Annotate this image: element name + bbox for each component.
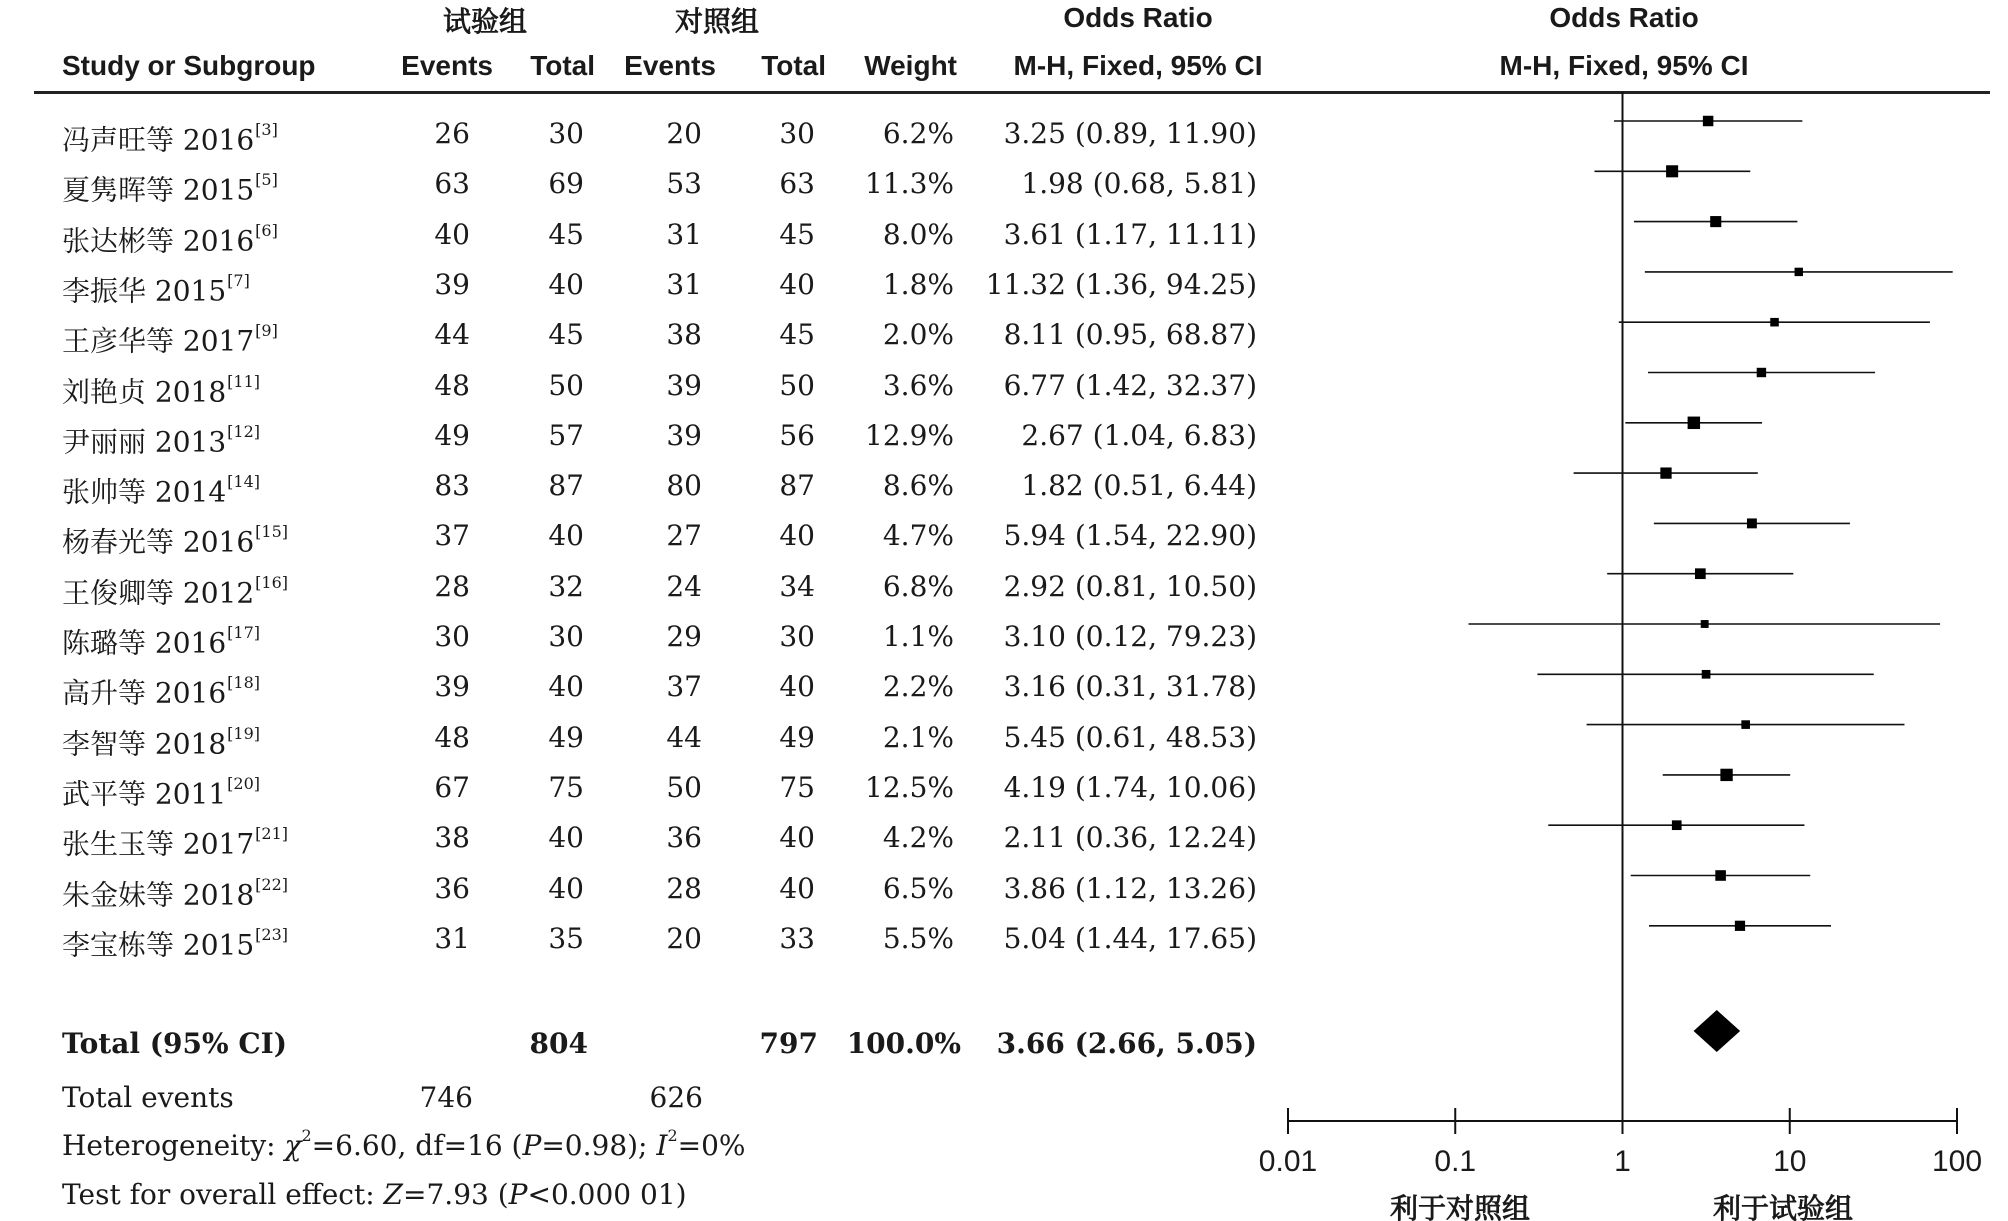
- events-exp-cell: 48: [434, 368, 470, 402]
- heterogeneity-prefix: Heterogeneity:: [62, 1129, 285, 1162]
- study-effect-square: [1672, 820, 1682, 830]
- study-reference: [3]: [255, 120, 278, 139]
- total-ctrl-cell: 87: [779, 469, 815, 503]
- chi-superscript: 2: [301, 1125, 312, 1145]
- weight-cell: 2.0%: [882, 318, 954, 352]
- study-name-text: 尹丽丽 2013: [62, 425, 227, 459]
- total-exp-cell: 35: [548, 921, 584, 955]
- study-reference: [16]: [255, 572, 289, 592]
- study-effect-square: [1770, 318, 1779, 327]
- events-ctrl-cell: 36: [666, 821, 702, 855]
- events-ctrl-cell: 39: [666, 368, 702, 402]
- total-ctrl: 797: [759, 1027, 818, 1060]
- weight-cell: 1.8%: [882, 267, 954, 301]
- events-ctrl-cell: 31: [666, 217, 702, 251]
- weight-cell: 8.0%: [882, 217, 954, 251]
- weight-cell: 11.3%: [865, 167, 954, 201]
- events-exp-cell: 30: [434, 620, 470, 653]
- total-exp-cell: 40: [548, 670, 584, 704]
- odds-ratio-ci-cell: 3.25 (0.89, 11.90): [1003, 117, 1257, 150]
- events-exp-cell: 83: [434, 469, 470, 503]
- total-ctrl-cell: 40: [779, 821, 815, 855]
- events-exp-cell: 37: [434, 519, 470, 553]
- study-name-text: 夏隽晖等 2015: [62, 173, 255, 207]
- overall-effect-prefix: Test for overall effect:: [62, 1178, 384, 1211]
- events-ctrl-cell: 29: [666, 620, 702, 653]
- events-exp-cell: 28: [434, 569, 470, 603]
- odds-ratio-ci-cell: 11.32 (1.36, 94.25): [985, 267, 1257, 301]
- total-ctrl-cell: 56: [779, 418, 815, 452]
- events-exp-cell: 36: [434, 871, 470, 905]
- total-ctrl-cell: 50: [779, 368, 815, 402]
- events-ctrl-cell: 80: [666, 469, 702, 503]
- study-effect-square: [1757, 368, 1766, 377]
- events-ctrl-cell: 31: [666, 267, 702, 301]
- events-exp-cell: 26: [434, 117, 470, 150]
- i-squared-symbol: I: [656, 1129, 668, 1162]
- total-ctrl-cell: 75: [779, 770, 815, 804]
- total-ctrl-cell: 49: [779, 720, 815, 754]
- column-header-events-exp: Events: [401, 50, 493, 81]
- chi-value: =6.60, df=16 (: [311, 1129, 523, 1162]
- group-header-control: 对照组: [674, 5, 760, 38]
- study-effect-square: [1660, 467, 1671, 478]
- study-name-text: 李宝栋等 2015: [62, 928, 255, 962]
- odds-ratio-ci-cell: 5.04 (1.44, 17.65): [1003, 921, 1257, 955]
- total-exp-cell: 32: [548, 569, 584, 603]
- odds-ratio-ci-cell: 1.98 (0.68, 5.81): [1021, 167, 1257, 201]
- total-exp-cell: 40: [548, 821, 584, 855]
- total-exp-cell: 69: [548, 167, 584, 201]
- odds-ratio-ci-cell: 3.10 (0.12, 79.23): [1003, 620, 1257, 653]
- x-axis: [1288, 92, 1957, 1134]
- total-exp-cell: 50: [548, 368, 584, 402]
- study-effect-square: [1735, 921, 1745, 931]
- total-ctrl-cell: 33: [779, 921, 815, 955]
- pooled-effect-diamond: [1694, 1010, 1741, 1052]
- events-ctrl-cell: 20: [666, 921, 702, 955]
- study-effect-square: [1702, 670, 1711, 679]
- total-exp-cell: 49: [548, 720, 584, 754]
- total-ctrl-cell: 34: [779, 569, 815, 603]
- or-plot-subtitle: M-H, Fixed, 95% CI: [1499, 50, 1749, 81]
- study-effect-square: [1710, 216, 1721, 227]
- events-exp-cell: 48: [434, 720, 470, 754]
- total-exp-cell: 30: [548, 620, 584, 653]
- or-plot-title: Odds Ratio: [1549, 2, 1699, 33]
- study-reference: [21]: [255, 824, 289, 844]
- study-name-text: 王俊卿等 2012: [62, 576, 255, 610]
- study-effect-square: [1741, 720, 1750, 729]
- weight-cell: 12.9%: [865, 418, 954, 452]
- total-ctrl-cell: 40: [779, 519, 815, 553]
- z-value: =7.93 (: [403, 1178, 509, 1211]
- i-squared-superscript: 2: [667, 1125, 678, 1145]
- study-reference: [19]: [227, 723, 261, 743]
- weight-cell: 8.6%: [882, 469, 954, 503]
- events-exp-cell: 40: [434, 217, 470, 251]
- column-header-total-exp: Total: [530, 50, 595, 81]
- total-weight: 100.0%: [846, 1027, 961, 1060]
- column-header-study: Study or Subgroup: [62, 50, 316, 81]
- total-exp-cell: 40: [548, 871, 584, 905]
- study-name-text: 陈璐等 2016: [62, 626, 227, 660]
- i-squared-value: =0%: [677, 1129, 746, 1162]
- weight-cell: 6.2%: [882, 117, 954, 150]
- study-name-text: 张达彬等 2016: [62, 223, 255, 257]
- chi-symbol: χ: [284, 1129, 302, 1162]
- weight-cell: 12.5%: [865, 770, 954, 804]
- total-ctrl-cell: 40: [779, 670, 815, 704]
- study-reference: [7]: [227, 270, 250, 290]
- total-exp-cell: 57: [548, 418, 584, 452]
- total-exp-cell: 45: [548, 217, 584, 251]
- study-effect-square: [1715, 870, 1726, 881]
- plot-marks: [1468, 116, 1952, 1052]
- events-exp-cell: 39: [434, 267, 470, 301]
- total-ctrl-cell: 40: [779, 871, 815, 905]
- total-exp-cell: 30: [548, 117, 584, 150]
- column-header-events-ctrl: Events: [624, 50, 716, 81]
- study-reference: [18]: [227, 673, 261, 693]
- total-ctrl-cell: 63: [779, 167, 815, 201]
- weight-cell: 6.8%: [882, 569, 954, 603]
- total-ctrl-cell: 45: [779, 217, 815, 251]
- weight-cell: 1.1%: [882, 620, 954, 653]
- study-name-text: 高升等 2016: [62, 676, 227, 710]
- odds-ratio-ci-cell: 6.77 (1.42, 32.37): [1003, 368, 1257, 402]
- weight-cell: 4.2%: [882, 821, 954, 855]
- study-name-text: 武平等 2011: [62, 777, 227, 811]
- study-name-text: 冯声旺等 2016: [62, 123, 255, 157]
- events-ctrl-cell: 38: [666, 318, 702, 352]
- events-exp-cell: 38: [434, 821, 470, 855]
- or-table-title: Odds Ratio: [1063, 2, 1213, 33]
- x-tick-label: 1: [1614, 1145, 1631, 1178]
- odds-ratio-ci-cell: 3.86 (1.12, 13.26): [1003, 871, 1257, 905]
- heterogeneity-p-value: =0.98);: [541, 1129, 657, 1162]
- events-ctrl-cell: 20: [666, 117, 702, 150]
- odds-ratio-ci-cell: 5.94 (1.54, 22.90): [1003, 519, 1257, 553]
- x-tick-label: 10: [1773, 1145, 1807, 1178]
- events-exp-cell: 39: [434, 670, 470, 704]
- study-reference: [14]: [227, 472, 261, 492]
- events-exp-cell: 44: [434, 318, 470, 352]
- group-header-experimental: 试验组: [442, 5, 528, 38]
- study-effect-square: [1666, 165, 1678, 177]
- study-name-text: 李振华 2015: [62, 274, 227, 308]
- total-ci: 3.66 (2.66, 5.05): [996, 1027, 1257, 1060]
- odds-ratio-ci-cell: 2.67 (1.04, 6.83): [1021, 418, 1257, 452]
- study-name-text: 杨春光等 2016: [62, 525, 255, 559]
- total-exp-cell: 40: [548, 519, 584, 553]
- total-exp: 804: [529, 1027, 588, 1060]
- total-ctrl-cell: 30: [779, 117, 815, 150]
- odds-ratio-ci-cell: 2.92 (0.81, 10.50): [1003, 569, 1257, 603]
- study-reference: [17]: [227, 623, 261, 642]
- study-reference: [20]: [227, 773, 261, 793]
- overall-p-symbol: P: [508, 1178, 528, 1211]
- x-tick-label: 100: [1931, 1145, 1983, 1178]
- total-exp-cell: 75: [548, 770, 584, 804]
- weight-cell: 2.1%: [882, 720, 954, 754]
- study-reference: [11]: [227, 371, 261, 391]
- total-exp-cell: 45: [548, 318, 584, 352]
- study-name-text: 李智等 2018: [62, 726, 227, 760]
- x-tick-label: 0.01: [1258, 1145, 1318, 1178]
- events-ctrl-cell: 53: [666, 167, 702, 201]
- total-label: Total (95% CI): [62, 1027, 287, 1060]
- events-ctrl-cell: 27: [666, 519, 702, 553]
- study-name-text: 张帅等 2014: [62, 475, 227, 509]
- total-events-label: Total events: [62, 1081, 234, 1114]
- odds-ratio-ci-cell: 2.11 (0.36, 12.24): [1003, 821, 1257, 855]
- column-header-weight: Weight: [864, 50, 957, 81]
- heterogeneity-p-symbol: P: [522, 1129, 542, 1162]
- column-header-total-ctrl: Total: [761, 50, 826, 81]
- events-exp-cell: 31: [434, 921, 470, 955]
- odds-ratio-ci-cell: 5.45 (0.61, 48.53): [1003, 720, 1257, 754]
- weight-cell: 6.5%: [882, 871, 954, 905]
- events-exp-cell: 67: [434, 770, 470, 804]
- study-name-text: 朱金妹等 2018: [62, 877, 255, 911]
- study-reference: [22]: [255, 874, 289, 894]
- events-ctrl-cell: 50: [666, 770, 702, 804]
- or-table-subtitle: M-H, Fixed, 95% CI: [1013, 50, 1263, 81]
- events-exp-cell: 63: [434, 167, 470, 201]
- total-events-ctrl: 626: [649, 1081, 703, 1114]
- study-effect-square: [1703, 116, 1713, 126]
- events-ctrl-cell: 44: [666, 720, 702, 754]
- total-ctrl-cell: 30: [779, 620, 815, 653]
- weight-cell: 5.5%: [882, 921, 954, 955]
- study-name-text: 刘艳贞 2018: [62, 374, 227, 408]
- study-reference: [9]: [255, 321, 278, 341]
- overall-p-value: <0.000 01): [527, 1178, 687, 1211]
- study-effect-square: [1795, 268, 1803, 276]
- events-ctrl-cell: 39: [666, 418, 702, 452]
- total-ctrl-cell: 45: [779, 318, 815, 352]
- total-exp-cell: 40: [548, 267, 584, 301]
- total-events-exp: 746: [419, 1081, 473, 1114]
- study-reference: [6]: [255, 220, 278, 240]
- study-effect-square: [1747, 518, 1757, 528]
- weight-cell: 2.2%: [882, 670, 954, 704]
- events-ctrl-cell: 24: [666, 569, 702, 603]
- z-symbol: Z: [383, 1178, 404, 1211]
- x-tick-label: 0.1: [1434, 1145, 1477, 1178]
- favours-experimental-label: 利于试验组: [1712, 1192, 1854, 1221]
- events-ctrl-cell: 28: [666, 871, 702, 905]
- total-ctrl-cell: 40: [779, 267, 815, 301]
- events-exp-cell: 49: [434, 418, 470, 452]
- events-ctrl-cell: 37: [666, 670, 702, 704]
- study-effect-square: [1695, 568, 1706, 579]
- study-effect-square: [1720, 769, 1732, 781]
- study-reference: [15]: [255, 522, 289, 542]
- study-effect-square: [1688, 417, 1700, 429]
- odds-ratio-ci-cell: 3.16 (0.31, 31.78): [1003, 670, 1257, 704]
- odds-ratio-ci-cell: 3.61 (1.17, 11.11): [1003, 217, 1257, 251]
- odds-ratio-ci-cell: 8.11 (0.95, 68.87): [1003, 318, 1257, 352]
- study-reference: [23]: [255, 924, 289, 944]
- odds-ratio-ci-cell: 4.19 (1.74, 10.06): [1003, 770, 1257, 804]
- study-name-text: 张生玉等 2017: [62, 827, 255, 861]
- weight-cell: 3.6%: [882, 368, 954, 402]
- study-reference: [5]: [255, 170, 278, 190]
- odds-ratio-ci-cell: 1.82 (0.51, 6.44): [1021, 469, 1257, 503]
- study-name-text: 王彦华等 2017: [62, 324, 255, 358]
- study-reference: [12]: [227, 421, 261, 441]
- total-exp-cell: 87: [548, 469, 584, 503]
- study-effect-square: [1701, 620, 1709, 628]
- weight-cell: 4.7%: [882, 519, 954, 553]
- favours-control-label: 利于对照组: [1389, 1192, 1531, 1221]
